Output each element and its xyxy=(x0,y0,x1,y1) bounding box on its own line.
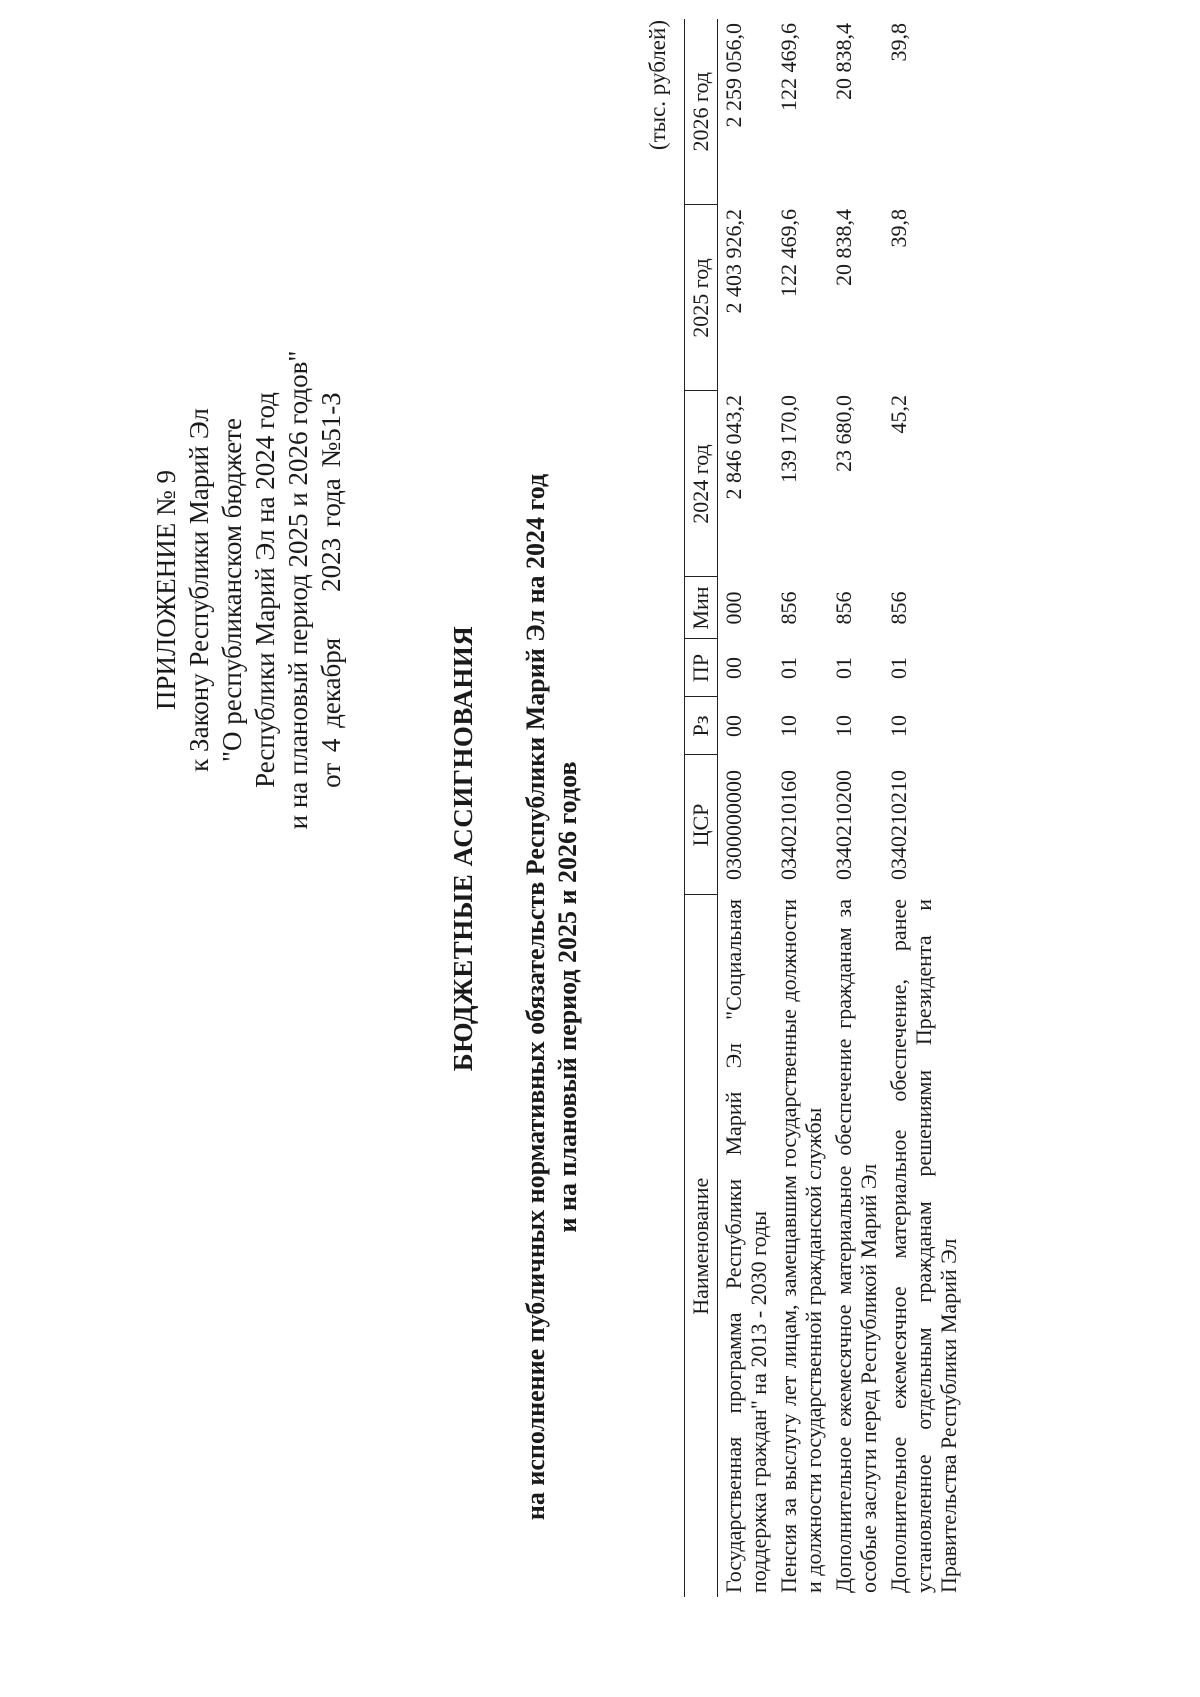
appendix-number: ПРИЛОЖЕНИЕ № 9 xyxy=(151,469,181,711)
row-2024: 45,2 xyxy=(886,395,911,434)
row-2025: 39,8 xyxy=(886,209,911,248)
row-2025: 122 469,6 xyxy=(776,209,801,297)
row-2026: 2 259 056,0 xyxy=(721,23,746,128)
header-name: Наименование xyxy=(685,895,718,1597)
row-csr: 0340210200 xyxy=(831,770,856,880)
row-csr: 0340210210 xyxy=(886,770,911,880)
row-pr: 01 xyxy=(776,657,801,679)
header-csr: ЦСР xyxy=(685,755,718,895)
row-min: 856 xyxy=(831,591,856,625)
appendix-law-title-2: Республики Марий Эл на 2024 год xyxy=(250,392,280,788)
row-name: Дополнительное ежемесячное материальное обеспечение, ранее установленное отдельным гражданам решениями Президента и Правительства Республики Марий Эл xyxy=(886,899,961,1593)
row-2026: 20 838,4 xyxy=(831,23,856,100)
row-2024: 23 680,0 xyxy=(831,395,856,472)
table-row xyxy=(718,19,774,1597)
row-min: 000 xyxy=(721,591,746,625)
row-csr: 0300000000 xyxy=(721,770,746,880)
row-2026: 39,8 xyxy=(886,23,911,62)
appendix-law-title-1: "О республиканском бюджете xyxy=(217,417,247,763)
row-rz: 10 xyxy=(831,715,856,737)
appendix-law-title-3: и на плановый период 2025 и 2026 годов" xyxy=(283,350,313,830)
header-2024: 2024 год xyxy=(685,391,718,577)
row-name: Пенсия за выслугу лет лицам, замещавшим государственные должности и должности государственной гражданской службы xyxy=(776,899,826,1593)
row-2024: 139 170,0 xyxy=(776,395,801,483)
row-rz: 00 xyxy=(721,715,746,737)
row-name: Государственная программа Республики Марий Эл "Социальная поддержка граждан" на 2013 - 2030 годы xyxy=(721,899,771,1593)
table-row xyxy=(828,19,883,1597)
row-csr: 0340210160 xyxy=(776,770,801,880)
appendix-date-number: 2023 года №51-З xyxy=(316,392,346,592)
table-row xyxy=(883,19,963,1597)
row-rz: 10 xyxy=(886,715,911,737)
appendix-date xyxy=(315,310,348,870)
row-2024: 2 846 043,2 xyxy=(721,395,746,500)
document-title: БЮДЖЕТНЫЕ АССИГНОВАНИЯ xyxy=(448,625,478,1072)
row-2025: 20 838,4 xyxy=(831,209,856,286)
subtitle-line-1: на исполнение публичных нормативных обязательств Республики Марий Эл на 2024 год xyxy=(521,473,550,1521)
row-min: 856 xyxy=(886,591,911,625)
appendix-law-ref: к Закону Республики Марий Эл xyxy=(184,408,214,772)
row-pr: 01 xyxy=(831,657,856,679)
row-2025: 2 403 926,2 xyxy=(721,209,746,314)
subtitle-line-2: и на плановый период 2025 и 2026 годов xyxy=(553,761,582,1233)
table-header-row xyxy=(685,19,718,1597)
header-min: Мин xyxy=(685,577,718,639)
row-rz: 10 xyxy=(776,715,801,737)
header-2025: 2025 год xyxy=(685,205,718,391)
appendix-date-day: от 4 декабря xyxy=(316,637,346,788)
table-row xyxy=(773,19,828,1597)
header-2026: 2026 год xyxy=(685,19,718,205)
document-subtitle xyxy=(520,397,584,1597)
appendix-block xyxy=(150,310,348,870)
row-pr: 00 xyxy=(721,657,746,679)
budget-table xyxy=(684,19,963,1597)
units-label: (тыс. рублей) xyxy=(645,20,670,151)
row-name: Дополнительное ежемесячное материальное обеспечение гражданам за особые заслуги перед Республикой Марий Эл xyxy=(831,899,881,1593)
row-pr: 01 xyxy=(886,657,911,679)
header-pr: ПР xyxy=(685,639,718,697)
row-2026: 122 469,6 xyxy=(776,23,801,111)
header-rz: Рз xyxy=(685,697,718,755)
row-min: 856 xyxy=(776,591,801,625)
